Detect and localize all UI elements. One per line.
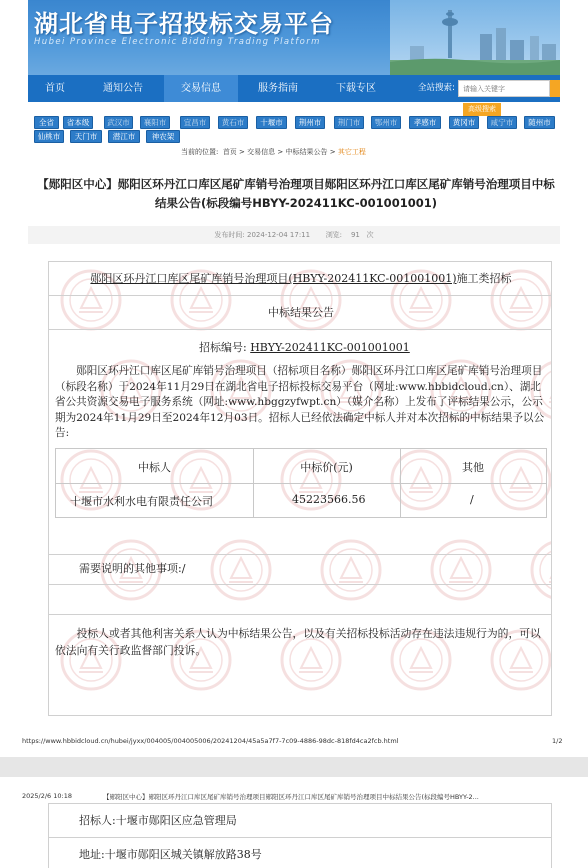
- region-tag[interactable]: 天门市: [70, 130, 102, 143]
- watermark-seal: [529, 538, 552, 602]
- table-header: 中标人: [138, 461, 171, 474]
- document-meta: [28, 226, 560, 244]
- site-subtitle: Hubei Province Electronic Bidding Trading Platform: [34, 37, 321, 47]
- project-line: [49, 262, 552, 296]
- nav-home[interactable]: 首页: [45, 83, 65, 94]
- print-url: https://www.hbbidcloud.cn/hubei/jyxx/004005/004005006/20241204/45a5a7f7-7c09-4886-98dc-818fd4ca2fcb.html: [22, 737, 399, 745]
- row-divider: [49, 614, 552, 615]
- search-label: 全站搜索:: [418, 83, 455, 93]
- result-table: [55, 448, 547, 518]
- address-line: 地址:十堰市郧阳区城关镇解放路38号: [49, 838, 552, 868]
- region-tag[interactable]: 随州市: [524, 116, 555, 129]
- region-tag[interactable]: 荆门市: [334, 116, 364, 129]
- tender-code: HBYY-202411KC-001001001: [250, 341, 410, 354]
- other-notes: 需要说明的其他事项:/: [79, 562, 186, 575]
- breadcrumb-link[interactable]: 交易信息: [247, 148, 276, 156]
- main-nav: [28, 75, 560, 102]
- table-cell-price: 45223566.56: [292, 493, 366, 506]
- region-tag[interactable]: 省本级: [63, 116, 93, 129]
- site-banner: [28, 0, 560, 75]
- project-name: 郧阳区环丹江口库区尾矿库销号治理项目(HBYY-202411KC-001001001): [90, 272, 457, 285]
- region-tag[interactable]: 鄂州市: [371, 116, 401, 129]
- breadcrumb-current: 其它工程: [337, 148, 366, 156]
- views-unit: 次: [366, 231, 374, 239]
- notice-content: [48, 261, 552, 716]
- tenderer-line: 招标人:十堰市郧阳区应急管理局: [49, 804, 552, 838]
- search-button[interactable]: [550, 80, 560, 97]
- region-tag[interactable]: 仙桃市: [34, 130, 64, 143]
- breadcrumb-link[interactable]: 首页: [222, 148, 237, 156]
- publish-time: 2024-12-04 17:11: [247, 231, 311, 239]
- publish-label: 发布时间:: [214, 231, 245, 239]
- search-input[interactable]: [458, 80, 550, 97]
- views-count: 91: [350, 231, 360, 239]
- row-divider: [49, 584, 552, 585]
- watermark-seal: [209, 538, 273, 602]
- row-divider: [49, 554, 552, 555]
- nav-trade-info[interactable]: 交易信息: [164, 75, 238, 102]
- breadcrumb-sep: >: [239, 148, 245, 156]
- notice-body: 郧阳区环丹江口库区尾矿库销号治理项目（招标项目名称）郧阳区环丹江口库区尾矿库销号治理项目（标段名称）于2024年11月29日在湖北省电子招标投标交易平台（网址:www.hbbidcloud.cn）、湖北省公共资源交易电子服务系统（网址:www.hbggzyfwpt.cn）（媒介名称）上发布了评标结果公示，公示期为2024年11月29日至2024年12月03日。招标人已经依法确定中标人并对本次招标的中标结果予以公告:: [55, 365, 545, 439]
- complaint-note: 投标人或者其他利害关系人认为中标结果公告，以及有关招标投标活动存在违法违规行为的，可以依法向有关行政监督部门投诉。: [55, 627, 541, 657]
- table-cell-winner: 十堰市水利水电有限责任公司: [70, 495, 213, 508]
- watermark-seal: [429, 538, 493, 602]
- breadcrumb: [181, 147, 366, 157]
- region-tag[interactable]: 咸宁市: [487, 116, 517, 129]
- document-title: 【郧阳区中心】郧阳区环丹江口库区尾矿库销号治理项目郧阳区环丹江口库区尾矿库销号治理项目中标结果公告(标段编号HBYY-202411KC-001001001): [37, 177, 555, 210]
- views-label: 浏览:: [325, 231, 343, 239]
- table-header: 其他: [462, 461, 484, 474]
- region-tag[interactable]: 襄阳市: [140, 116, 170, 129]
- table-divider: [56, 483, 546, 484]
- page-gap: [0, 757, 588, 777]
- nav-service-guide[interactable]: 服务指南: [258, 83, 298, 94]
- page2-content: [48, 803, 552, 868]
- advanced-search-button[interactable]: 高级搜索: [463, 103, 501, 116]
- region-tag[interactable]: 荆州市: [295, 116, 325, 129]
- table-header: 中标价(元): [300, 461, 353, 474]
- region-tag[interactable]: 全省: [34, 116, 59, 129]
- site-title: 湖北省电子招投标交易平台: [34, 10, 334, 38]
- breadcrumb-link[interactable]: 中标结果公告: [285, 148, 328, 156]
- table-cell-other: /: [470, 493, 474, 506]
- breadcrumb-sep: >: [329, 148, 336, 156]
- tender-code-label: 招标编号:: [199, 341, 247, 354]
- tender-code-line: [199, 339, 410, 355]
- nav-downloads[interactable]: 下载专区: [336, 83, 376, 94]
- region-tag[interactable]: 神农架: [146, 130, 180, 143]
- region-tag[interactable]: 孝感市: [409, 116, 441, 129]
- skyline-image: [390, 0, 560, 75]
- watermark-seal: [319, 538, 383, 602]
- breadcrumb-prefix: 当前的位置:: [181, 148, 219, 156]
- project-type: 施工类招标: [456, 272, 512, 285]
- region-tag[interactable]: 宜昌市: [180, 116, 210, 129]
- page-number: 1/2: [552, 737, 563, 745]
- region-tag[interactable]: 黄石市: [218, 116, 248, 129]
- region-tag[interactable]: 武汉市: [104, 116, 133, 129]
- print-header: 【郧阳区中心】郧阳区环丹江口库区尾矿库销号治理项目郧阳区环丹江口库区尾矿库销号治理项目中标结果公告(标段编号HBYY-2...: [103, 793, 479, 801]
- breadcrumb-sep: >: [277, 148, 284, 156]
- nav-notices[interactable]: 通知公告: [103, 83, 143, 94]
- region-tag[interactable]: 潜江市: [108, 130, 140, 143]
- print-date: 2025/2/6 10:18: [22, 792, 72, 800]
- region-tag[interactable]: 黄冈市: [449, 116, 479, 129]
- region-tag[interactable]: 十堰市: [256, 116, 287, 129]
- notice-heading: 中标结果公告: [49, 296, 552, 330]
